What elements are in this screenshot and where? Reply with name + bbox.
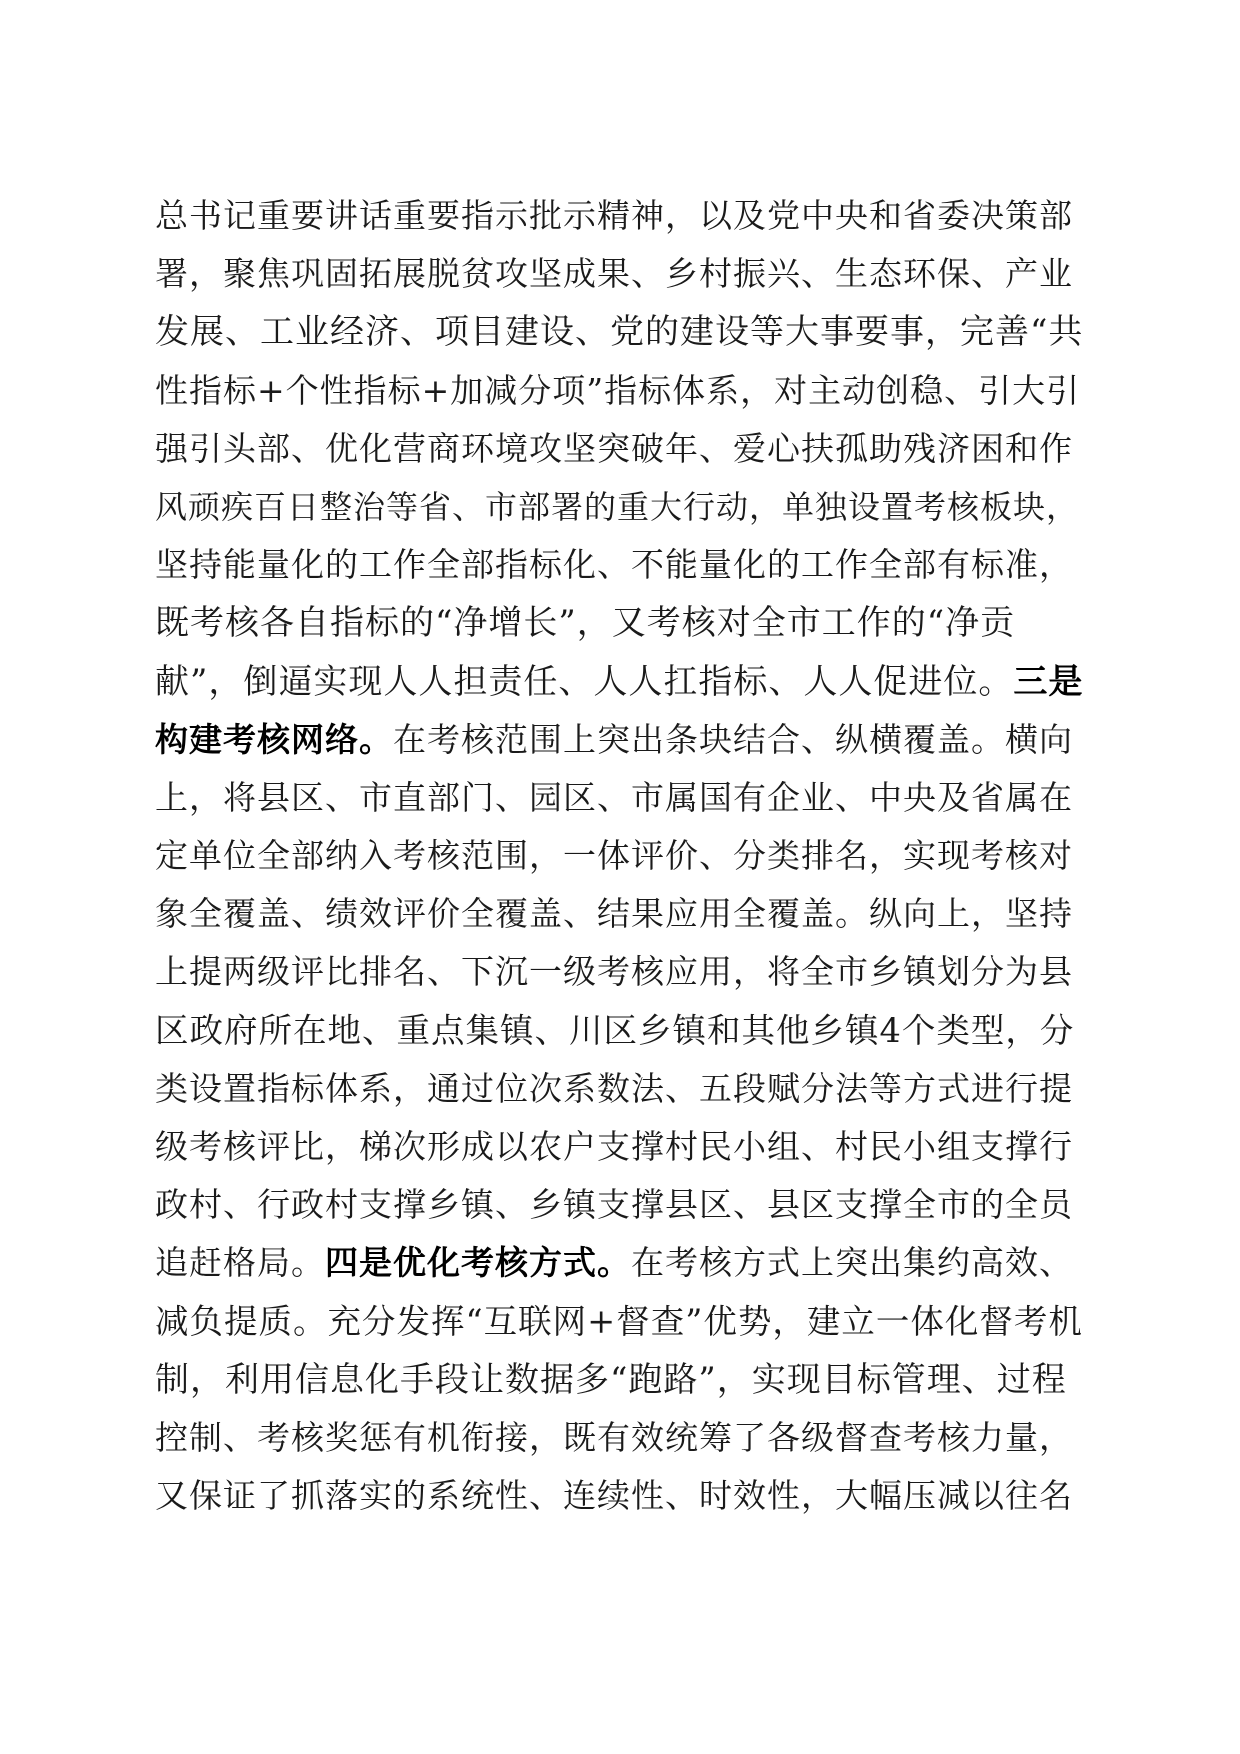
text-line (155, 1060, 1085, 1118)
paragraph-text: 署，聚焦巩固拓展脱贫攻坚成果、乡村振兴、生态环保、产业 (155, 254, 1073, 294)
paragraph-text: 强引头部、优化营商环境攻坚突破年、爱心扶孤助残济困和作 (155, 428, 1073, 468)
paragraph-text: 区政府所在地、重点集镇、川区乡镇和其他乡镇4个类型，分 (155, 1010, 1075, 1050)
text-line (155, 1351, 1085, 1409)
text-line (155, 885, 1085, 943)
text-line (155, 943, 1085, 1001)
text-line (155, 478, 1085, 536)
text-line (155, 653, 1085, 711)
paragraph-text: 发展、工业经济、项目建设、党的建设等大事要事，完善“共 (155, 312, 1084, 353)
paragraph-text: 献”，倒逼实现人人担责任、人人扛指标、人人促进位。 (155, 661, 1014, 702)
paragraph-text: 减负提质。充分发挥“互联网+督查”优势，建立一体化督考机 (155, 1301, 1083, 1341)
text-line (155, 536, 1085, 594)
text-line (155, 769, 1085, 827)
text-line (155, 303, 1085, 361)
text-line (155, 594, 1085, 652)
paragraph-text: 既考核各自指标的“净增长”，又考核对全市工作的“净贡 (155, 603, 1016, 644)
paragraph-text: 上，将县区、市直部门、园区、市属国有企业、中央及省属在 (155, 777, 1073, 817)
paragraph-text: 类设置指标体系，通过位次系数法、五段赋分法等方式进行提 (155, 1068, 1073, 1108)
text-line (155, 1002, 1085, 1060)
text-line (155, 1234, 1085, 1292)
bold-heading-text: 四是优化考核方式。 (325, 1243, 631, 1283)
paragraph-text: 性指标+个性指标+加减分项”指标体系，对主动创稳、引大引 (155, 370, 1081, 410)
text-line (155, 1176, 1085, 1234)
text-line (155, 245, 1085, 303)
paragraph-text: 上提两级评比排名、下沉一级考核应用，将全市乡镇划分为县 (155, 952, 1073, 992)
paragraph-text: 控制、考核奖惩有机衔接，既有效统筹了各级督查考核力量， (155, 1417, 1073, 1457)
body-text (155, 187, 1085, 1525)
bold-heading-text: 三是 (1013, 661, 1084, 702)
text-line (155, 187, 1085, 245)
paragraph-text: 定单位全部纳入考核范围，一体评价、分类排名，实现考核对 (155, 836, 1073, 876)
text-line (155, 711, 1085, 769)
paragraph-text: 总书记重要讲话重要指示批示精神，以及党中央和省委决策部 (155, 196, 1073, 235)
paragraph-text: 又保证了抓落实的系统性、连续性、时效性，大幅压减以往名 (155, 1476, 1073, 1516)
text-line (155, 362, 1085, 420)
text-line (155, 420, 1085, 478)
paragraph-text: 象全覆盖、绩效评价全覆盖、结果应用全覆盖。纵向上，坚持 (155, 894, 1073, 934)
text-line (155, 827, 1085, 885)
paragraph-text: 在考核范围上突出条块结合、纵横覆盖。横向 (393, 719, 1073, 759)
paragraph-text: 政村、行政村支撑乡镇、乡镇支撑县区、县区支撑全市的全员 (155, 1185, 1073, 1225)
paragraph-text: 坚持能量化的工作全部指标化、不能量化的工作全部有标准， (155, 545, 1073, 585)
paragraph-text: 制，利用信息化手段让数据多“跑路”，实现目标管理、过程 (155, 1359, 1067, 1400)
text-line (155, 1409, 1085, 1467)
bold-heading-text: 构建考核网络。 (155, 719, 393, 759)
text-line (155, 1467, 1085, 1525)
paragraph-text: 追赶格局。 (155, 1243, 325, 1283)
text-line (155, 1293, 1085, 1351)
paragraph-text: 在考核方式上突出集约高效、 (631, 1243, 1073, 1283)
paragraph-text: 级考核评比，梯次形成以农户支撑村民小组、村民小组支撑行 (155, 1127, 1073, 1166)
text-line (155, 1118, 1085, 1176)
paragraph-text: 风顽疾百日整治等省、市部署的重大行动，单独设置考核板块， (155, 487, 1080, 526)
